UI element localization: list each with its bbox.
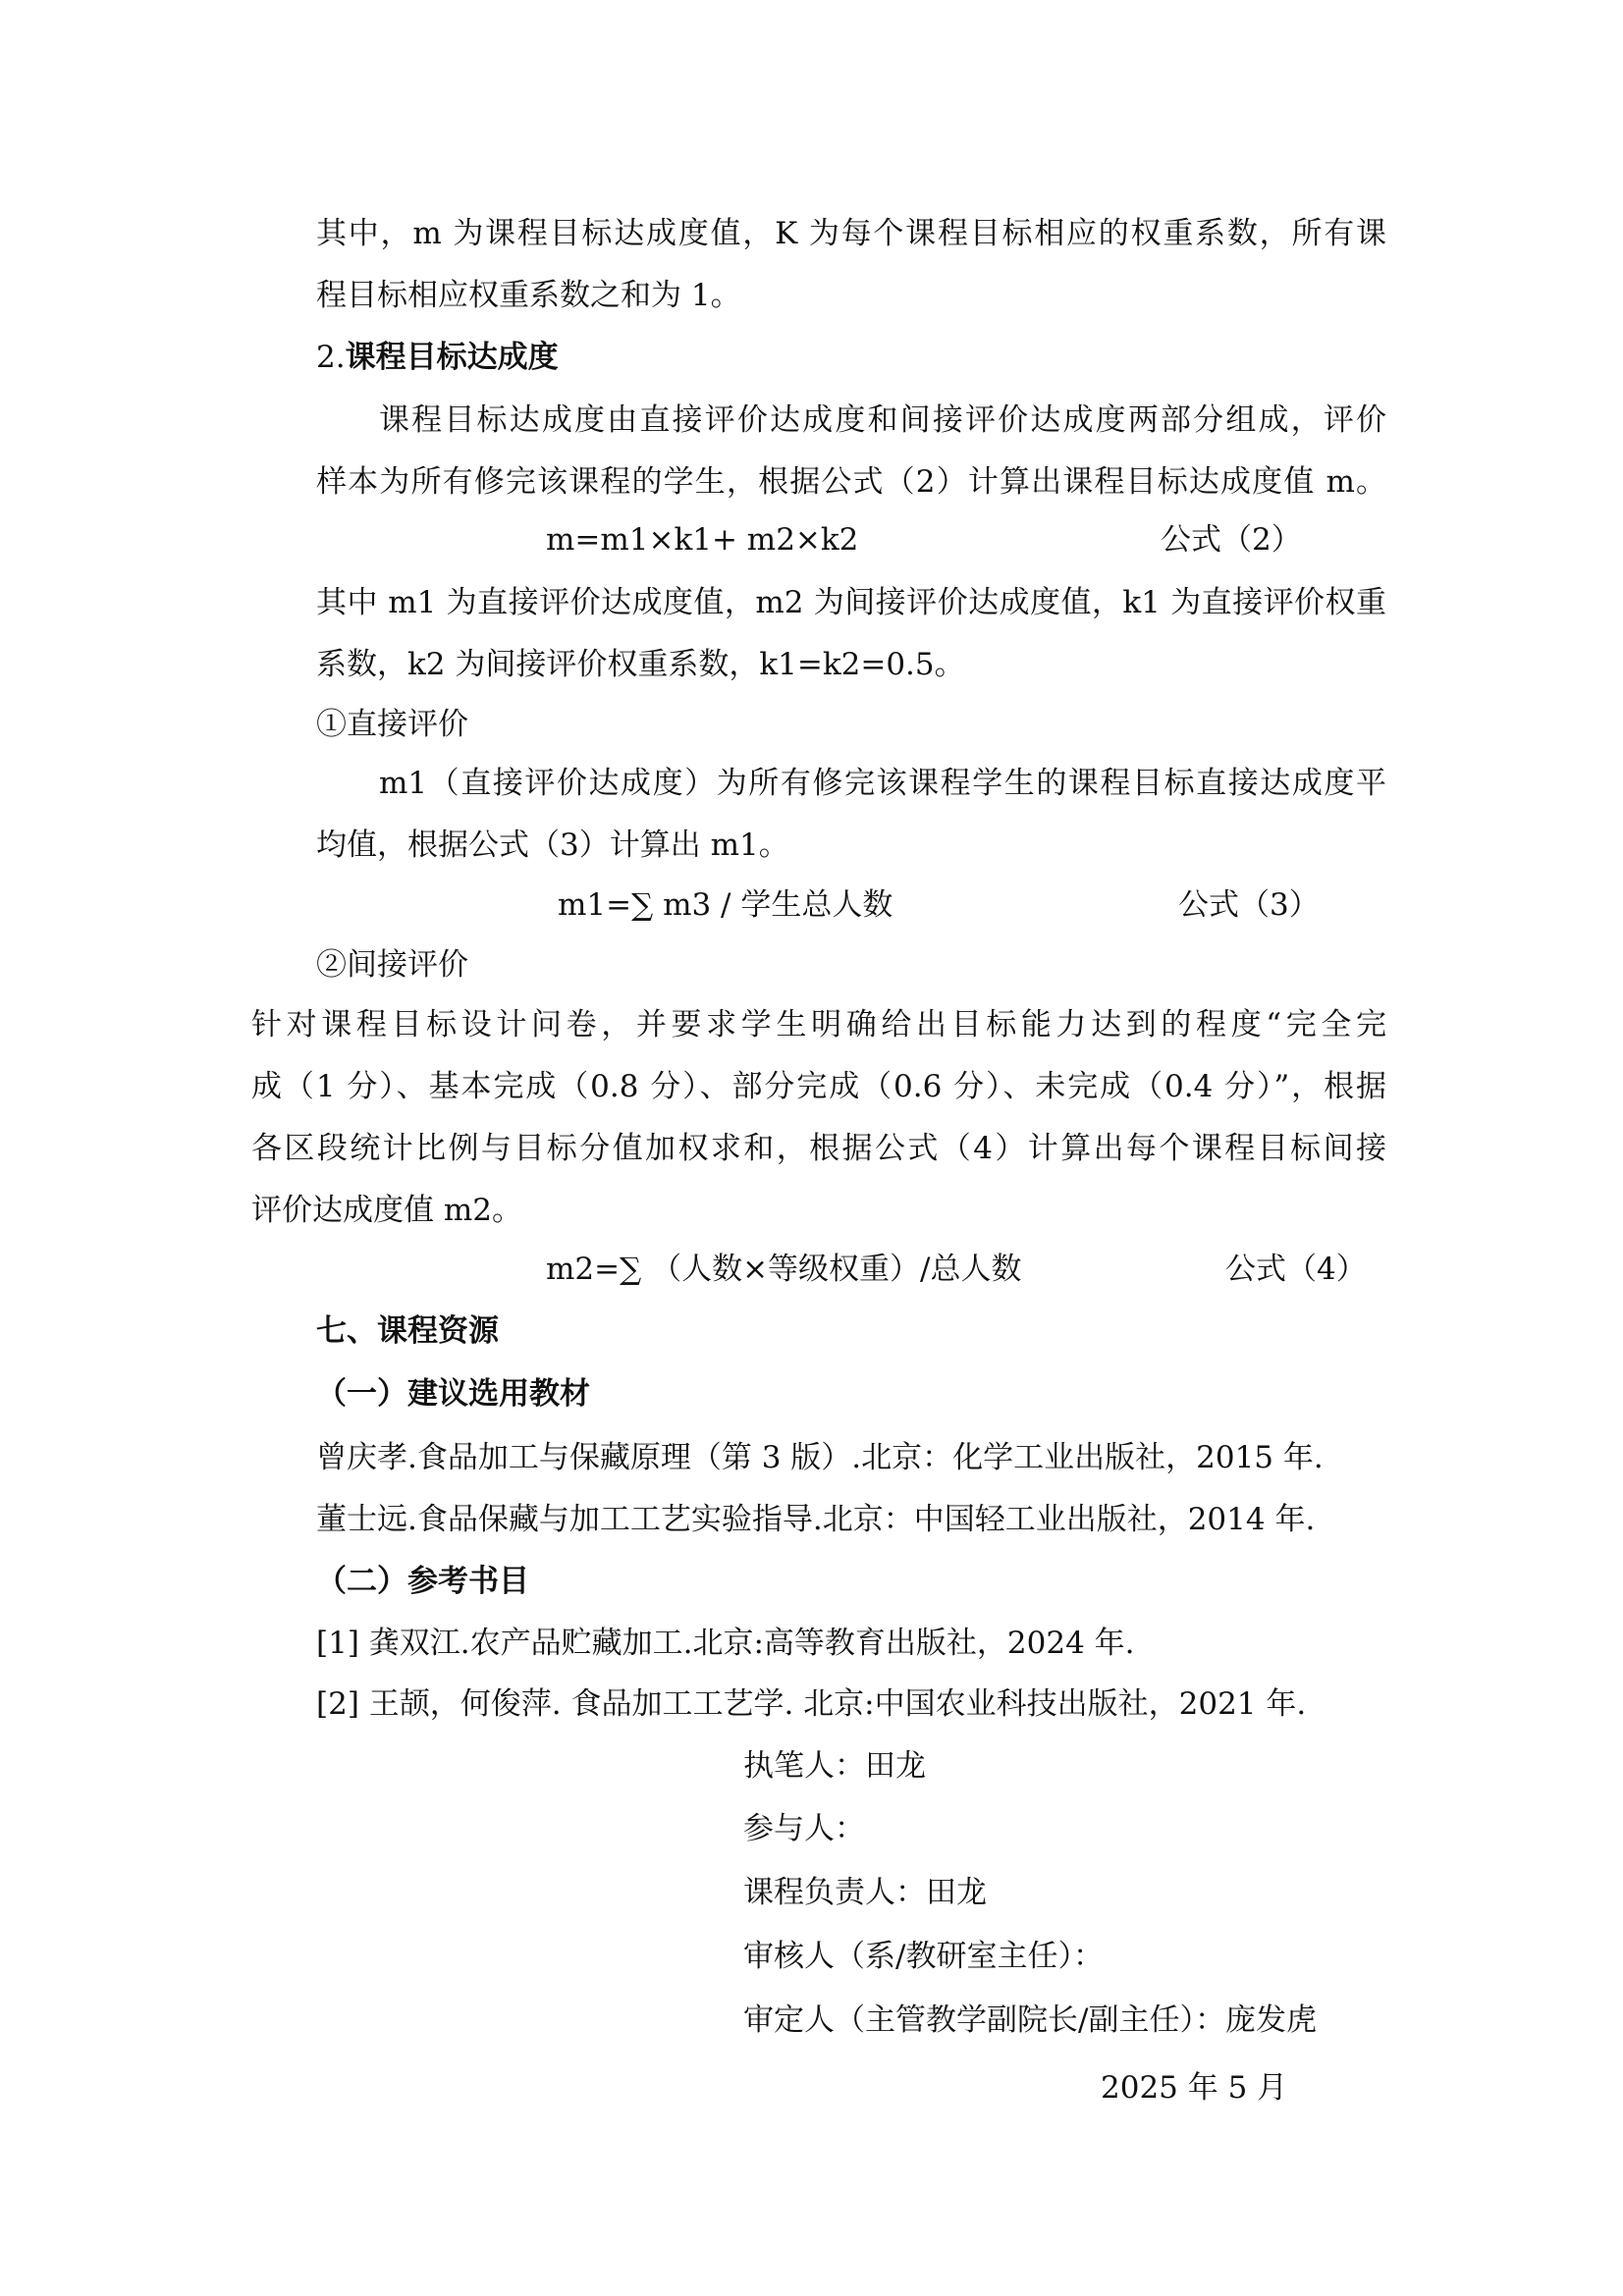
section-2-heading [316,338,559,377]
course-lead-line: 课程负责人：田龙 [743,1875,987,1910]
para1-line2: 程目标相应权重系数之和为 1。 [316,278,741,313]
section-2-heading-number: 2. [316,340,346,375]
participants-line: 参与人： [743,1811,865,1846]
section-7-heading: 七、课程资源 [316,1313,499,1349]
reference-1: [1] 龚双江.农产品贮藏加工.北京:高等教育出版社，2024 年. [316,1626,1135,1661]
writer-line: 执笔人：田龙 [743,1748,926,1784]
para1-line1: 其中，m 为课程目标达成度值，K 为每个课程目标相应的权重系数，所有课 [316,216,1386,251]
textbooks-subheading: （一）建议选用教材 [316,1376,590,1412]
reviewer-line: 审核人（系/教研室主任）： [743,1939,1104,1974]
textbook-2: 董士远.食品保藏与加工工艺实验指导.北京：中国轻工业出版社，2014 年. [316,1502,1316,1537]
indirect-evaluation-title: ②间接评价 [316,947,468,983]
section-2-heading-text: 课程目标达成度 [345,340,559,375]
indirect-evaluation-line1: 针对课程目标设计问卷，并要求学生明确给出目标能力达到的程度“完全完 [251,1007,1386,1042]
indirect-evaluation-line4: 评价达成度值 m2。 [251,1193,522,1228]
formula-4-label: 公式（4） [1225,1252,1367,1287]
reference-2: [2] 王颉，何俊萍. 食品加工工艺学. 北京:中国农业科技出版社，2021 年. [316,1686,1307,1722]
indirect-evaluation-line3: 各区段统计比例与目标分值加权求和，根据公式（4）计算出每个课程目标间接 [251,1131,1386,1166]
references-subheading: （二）参考书目 [316,1564,529,1599]
indirect-evaluation-line2: 成（1 分）、基本完成（0.8 分）、部分完成（0.6 分）、未完成（0.4 分）”，根据 [251,1069,1386,1104]
section-2-intro-line2: 样本为所有修完该课程的学生，根据公式（2）计算出课程目标达成度值 m。 [316,464,1386,500]
signature-date: 2025 年 5 月 [1101,2070,1288,2106]
direct-evaluation-line1: m1（直接评价达成度）为所有修完该课程学生的课程目标直接达成度平 [379,766,1386,801]
formula-2-note-line2: 系数，k2 为间接评价权重系数，k1=k2=0.5。 [316,647,965,682]
formula-2-note-line1: 其中 m1 为直接评价达成度值，m2 为间接评价达成度值，k1 为直接评价权重 [316,585,1386,620]
formula-3-label: 公式（3） [1178,887,1320,923]
formula-3: m1=∑ m3 / 学生总人数 [558,887,893,923]
approver-line: 审定人（主管教学副院长/副主任）：庞发虎 [743,2002,1317,2038]
formula-2-label: 公式（2） [1161,522,1302,558]
formula-2: m=m1×k1+ m2×k2 [546,522,859,558]
textbook-1: 曾庆孝.食品加工与保藏原理（第 3 版）.北京：化学工业出版社，2015 年. [316,1440,1324,1475]
section-2-intro-line1: 课程目标达成度由直接评价达成度和间接评价达成度两部分组成，评价 [379,402,1386,438]
formula-4: m2=∑ （人数×等级权重）/总人数 [546,1252,1022,1287]
direct-evaluation-title: ①直接评价 [316,707,468,742]
direct-evaluation-line2: 均值，根据公式（3）计算出 m1。 [316,828,789,863]
